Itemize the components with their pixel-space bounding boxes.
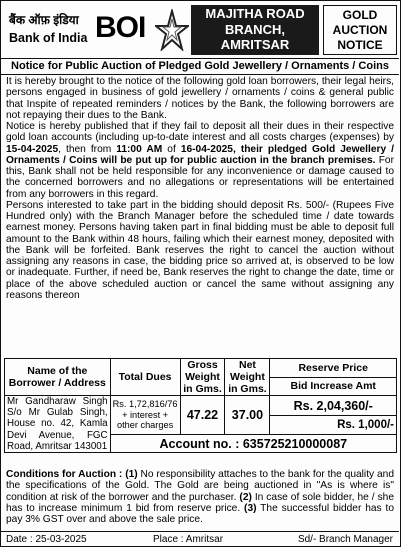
col-header-reserve: Reserve Price bbox=[270, 359, 397, 378]
notice-line-1: GOLD bbox=[342, 8, 378, 22]
notice-title: Notice for Public Auction of Pledged Gold Jewellery / Ornaments / Coins bbox=[1, 59, 399, 75]
notice-header bbox=[1, 1, 399, 59]
branch-line-2: BRANCH, bbox=[225, 21, 285, 37]
notice-line-3: NOTICE bbox=[337, 38, 383, 52]
col-header-bid: Bid Increase Amt bbox=[270, 377, 397, 396]
condition-1: No responsibility attaches to the bank for the quality and the specifications of the Gold. The Gold are being auctioned in "As is where is" condition at risk of the borrower and the purchaser. bbox=[6, 469, 394, 503]
body-paragraph-3: Persons interested to take part in the bidding should deposit Rs. 500/- (Rupees Five Hundred only) with the Branch Manager before the scheduled time / date towards earnest money. Persons having taken part in final bidding must be able to deposit full amount to the Bank within 48 hours, failing which their earnest money, deposited with the Bank will be forfeited. Bank reserves the right to cancel the auction without assigning any reasons in case, the bidding price so arrived at, is observed to be low or inadequate. Further, if need be, Bank reserves the right to change the date, time or place of the above scheduled auction or cancel the same without assigning any reasons thereon bbox=[6, 199, 394, 301]
gross-weight: 47.22 bbox=[180, 396, 225, 435]
footer-date: Date : 25-03-2025 bbox=[6, 534, 87, 545]
net-weight: 37.00 bbox=[225, 396, 270, 435]
bank-logo bbox=[3, 3, 191, 55]
bid-increase-amount: Rs. 1,000/- bbox=[270, 416, 397, 435]
notice-type-box bbox=[323, 5, 397, 55]
condition-2: In case of sole bidder, he / she has to increase minimum 1 bid from reserve price. bbox=[6, 491, 394, 514]
branch-line-3: AMRITSAR bbox=[220, 37, 290, 52]
footer-signature: Sd/- Branch Manager bbox=[297, 534, 393, 545]
logo-english-text: Bank of India bbox=[9, 31, 88, 45]
notice-body bbox=[6, 76, 394, 301]
notice-line-2: AUCTION bbox=[332, 23, 388, 37]
col-header-gross: Gross Weight in Gms. bbox=[180, 359, 225, 396]
account-number: Account no. : 635725210000087 bbox=[110, 435, 396, 453]
logo-hindi-text: बैंक ऑफ़ इंडिया bbox=[9, 13, 79, 27]
auction-conditions: Conditions for Auction : (1) No responsibility attaches to the bank for the quality and the specifications of the Gold. The Gold are being auctioned in "As is where is" condition at risk of the borrower and the purchaser. (2) In case of sole bidder, he / she has to increase minimum 1 bid from reserve price. (3) The successful bidder has to pay 3% GST over and above the sale price. bbox=[6, 469, 394, 526]
conditions-label: Conditions for Auction : bbox=[6, 469, 123, 480]
logo-boi-mark: BOI bbox=[95, 11, 146, 44]
borrower-name-address: Mr Gandharaw Singh S/o Mr Gulab Singh, House no. 42, Kamla Devi Avenue, FGC Road, Amritsar 143001 bbox=[5, 396, 111, 453]
branch-name-box bbox=[191, 5, 319, 55]
body-paragraph-2: Notice is hereby published that if they fail to deposit all their dues in their respective gold loan accounts (including up-to-date interest and all costs charges (expenses) by 15-04-2025, then from 11:00 AM of 16-04-2025, their pledged Gold Jewellery / Ornaments / Coins will be put up for public auction in the branch premises. For this, Bank shall not be held responsible for any inconvenience or damage caused to the concerned borrowers and no allegations or representations will be entertained from any borrowers in this regard. bbox=[6, 121, 394, 200]
body-paragraph-1: It is hereby brought to the notice of the following gold loan borrowers, their legal heirs, persons engaged in business of gold jewellery / ornaments / coins & general public that Inspite of repeated reminders / notices by the Bank, the following borrowers are not repaying their dues to the Bank. bbox=[6, 76, 394, 121]
footer-place: Place : Amritsar bbox=[153, 534, 224, 545]
notice-footer bbox=[1, 531, 399, 547]
branch-line-1: MAJITHA ROAD bbox=[205, 6, 305, 21]
total-dues: Rs. 1,72,816/76 + interest + other charges bbox=[110, 396, 180, 435]
col-header-dues: Total Dues bbox=[110, 359, 180, 396]
reserve-price: Rs. 2,04,360/- bbox=[270, 396, 397, 416]
col-header-name: Name of the Borrower / Address bbox=[5, 359, 111, 396]
borrower-table bbox=[4, 358, 397, 453]
condition-3: The successful bidder has to pay 3% GST over and above the sale price. bbox=[6, 502, 394, 526]
col-header-net: Net Weight in Gms. bbox=[225, 359, 270, 396]
star-logo-icon bbox=[155, 9, 189, 51]
